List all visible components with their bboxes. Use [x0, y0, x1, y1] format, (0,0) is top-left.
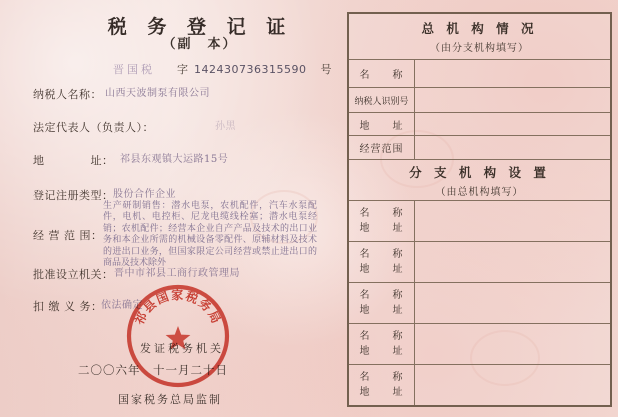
branch-address-label: 地 址 [359, 305, 404, 316]
branches-section-header [349, 159, 610, 200]
serial-number: 142430736315590 [194, 63, 307, 76]
address-label: 地 址： [33, 154, 114, 167]
seal-arc-text: 祁县国家税务局 [132, 288, 224, 327]
svg-text:祁县国家税务局 [131, 287, 224, 327]
registration-type-label: 登记注册类型： [33, 189, 114, 202]
branch-value-cell [415, 201, 610, 241]
star-icon [166, 326, 191, 350]
branch-pair-row-3 [349, 282, 610, 323]
hq-address-label: 地 址 [349, 113, 415, 135]
headquarters-branches-table [347, 12, 612, 407]
business-scope-value: 生产研制销售：潜水电泵，农机配件，汽车水泵配件，电机、电控柜、尼龙电缆线栓塞；潜水电泵经销；农机配件；经营本企业自产产品及技术的出口业务和本企业所需的机械设备零配件、原辅材料及技术的进出口业务，但国家限定公司经营或禁止进出口的商品及技术除外 [103, 201, 317, 269]
certificate-footer: 国家税务总局监制 [118, 393, 222, 406]
branches-section-subtitle: （由总机构填写） [435, 186, 524, 198]
hq-section-title: 总 机 构 情 况 [421, 21, 538, 36]
branch-address-label: 地 址 [359, 346, 404, 357]
hq-taxid-value-cell [415, 88, 610, 112]
serial-suffix: 号 [320, 63, 332, 76]
taxpayer-name-value: 山西天波制泵有限公司 [105, 88, 210, 99]
address-value: 祁县东观镇大运路15号 [120, 154, 229, 165]
hq-scope-row [349, 135, 610, 159]
branch-name-label: 名 称 [359, 208, 404, 219]
hq-name-value-cell [415, 60, 610, 87]
registration-type-value: 股份合作企业 [113, 189, 176, 200]
hq-name-label: 名 称 [349, 60, 415, 87]
hq-section-header [349, 14, 610, 59]
branch-value-cell [415, 283, 610, 323]
branch-name-label: 名 称 [359, 249, 404, 260]
hq-scope-value-cell [415, 136, 610, 159]
approval-org-label: 批准设立机关： [33, 268, 114, 281]
business-scope-label: 经 营 范 围： [33, 229, 103, 242]
withholding-value: 依法确定 [101, 300, 143, 311]
legal-rep-label: 法定代表人（负责人）： [33, 121, 154, 134]
branch-value-cell [415, 242, 610, 282]
legal-rep-value: 孙黑 [215, 121, 236, 132]
branch-name-label: 名 称 [359, 372, 404, 383]
hq-taxid-row [349, 87, 610, 112]
hq-address-value-cell [415, 113, 610, 135]
branch-value-cell [415, 365, 610, 405]
hq-name-row [349, 59, 610, 87]
branch-name-label: 名 称 [359, 290, 404, 301]
hq-address-row [349, 112, 610, 135]
withholding-label: 扣 缴 义 务： [33, 300, 103, 313]
branch-address-label: 地 址 [359, 387, 404, 398]
branch-address-label: 地 址 [359, 223, 404, 234]
hq-taxid-label: 纳税人识别号 [349, 88, 415, 112]
branch-address-label: 地 址 [359, 264, 404, 275]
approval-org-value: 晋中市祁县工商行政管理局 [114, 268, 240, 279]
taxpayer-name-label: 纳税人名称： [33, 88, 102, 101]
branch-pair-row-2 [349, 241, 610, 282]
serial-prefix-stamp: 晋国税 [113, 63, 155, 76]
certificate-title: 税 务 登 记 证 [107, 16, 293, 38]
branch-name-label: 名 称 [359, 331, 404, 342]
tax-bureau-seal [123, 281, 233, 391]
certificate-subtitle: （副 本） [162, 37, 238, 52]
branch-pair-row-1 [349, 200, 610, 241]
branch-value-cell [415, 324, 610, 364]
issue-date: 二〇〇六年 十一月二十日 [78, 363, 228, 377]
serial-line [113, 61, 331, 77]
serial-char: 字 [177, 63, 188, 76]
hq-scope-label: 经营范围 [349, 136, 415, 159]
hq-section-subtitle: （由分支机构填写） [430, 43, 529, 54]
issuing-authority-label: 发证税务机关 [140, 342, 224, 355]
branch-pair-row-5 [349, 364, 610, 405]
branch-pair-row-4 [349, 323, 610, 364]
branches-section-title: 分 支 机 构 设 置 [409, 164, 550, 180]
